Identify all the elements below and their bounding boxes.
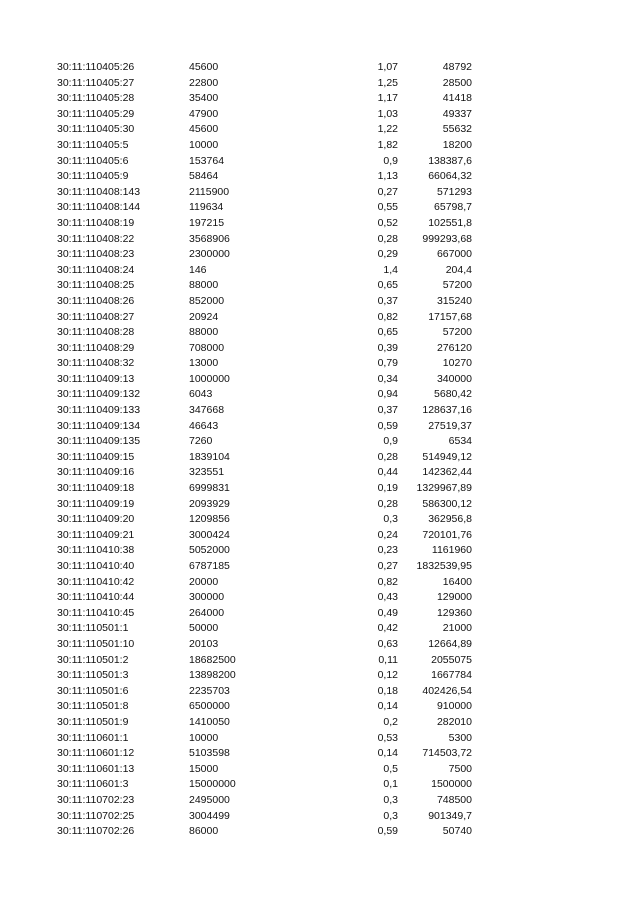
amount-cell: 264000 bbox=[189, 606, 225, 619]
cadastral-number-cell: 30:11:110409:134 bbox=[57, 419, 141, 432]
cadastral-number-cell: 30:11:110409:18 bbox=[57, 482, 135, 495]
amount-cell: 13898200 bbox=[189, 669, 236, 682]
cadastral-number-cell: 30:11:110408:23 bbox=[57, 248, 135, 261]
cadastral-number-cell: 30:11:110405:9 bbox=[57, 170, 129, 183]
table-row bbox=[0, 169, 640, 185]
result-cell: 1500000 bbox=[431, 778, 472, 791]
table-row bbox=[0, 434, 640, 450]
table-row bbox=[0, 746, 640, 762]
table-row bbox=[0, 559, 640, 575]
amount-cell: 708000 bbox=[189, 341, 225, 354]
table-row bbox=[0, 481, 640, 497]
rate-cell: 1,82 bbox=[377, 138, 398, 151]
rate-cell: 0,42 bbox=[377, 622, 398, 635]
table-row bbox=[0, 294, 640, 310]
amount-cell: 3004499 bbox=[189, 809, 230, 822]
result-cell: 276120 bbox=[436, 341, 472, 354]
rate-cell: 0,37 bbox=[377, 294, 398, 307]
result-cell: 204,4 bbox=[445, 263, 472, 276]
amount-cell: 20924 bbox=[189, 310, 219, 323]
cadastral-number-cell: 30:11:110601:13 bbox=[57, 762, 135, 775]
rate-cell: 0,29 bbox=[377, 248, 398, 261]
result-cell: 138387,6 bbox=[428, 154, 472, 167]
table-row bbox=[0, 590, 640, 606]
cadastral-number-cell: 30:11:110410:45 bbox=[57, 606, 135, 619]
table-row bbox=[0, 684, 640, 700]
table-row bbox=[0, 575, 640, 591]
cadastral-number-cell: 30:11:110409:20 bbox=[57, 513, 135, 526]
result-cell: 6534 bbox=[448, 435, 472, 448]
table-row bbox=[0, 450, 640, 466]
rate-cell: 0,37 bbox=[377, 404, 398, 417]
result-cell: 910000 bbox=[436, 700, 472, 713]
result-cell: 128637,16 bbox=[422, 404, 472, 417]
amount-cell: 47900 bbox=[189, 107, 219, 120]
cadastral-number-cell: 30:11:110408:143 bbox=[57, 185, 141, 198]
table-row bbox=[0, 621, 640, 637]
rate-cell: 0,82 bbox=[377, 310, 398, 323]
result-cell: 720101,76 bbox=[422, 528, 472, 541]
table-row bbox=[0, 512, 640, 528]
result-cell: 27519,37 bbox=[428, 419, 472, 432]
amount-cell: 22800 bbox=[189, 76, 219, 89]
rate-cell: 0,49 bbox=[377, 606, 398, 619]
rate-cell: 0,94 bbox=[377, 388, 398, 401]
table-row bbox=[0, 91, 640, 107]
rate-cell: 1,03 bbox=[377, 107, 398, 120]
amount-cell: 852000 bbox=[189, 294, 225, 307]
amount-cell: 5052000 bbox=[189, 544, 230, 557]
result-cell: 748500 bbox=[436, 793, 472, 806]
result-cell: 102551,8 bbox=[428, 216, 472, 229]
result-cell: 7500 bbox=[448, 762, 472, 775]
cadastral-number-cell: 30:11:110408:22 bbox=[57, 232, 135, 245]
cadastral-number-cell: 30:11:110501:1 bbox=[57, 622, 129, 635]
rate-cell: 1,07 bbox=[377, 61, 398, 73]
rate-cell: 0,11 bbox=[378, 653, 398, 666]
cadastral-number-cell: 30:11:110408:26 bbox=[57, 294, 135, 307]
rate-cell: 0,3 bbox=[383, 513, 398, 526]
result-cell: 57200 bbox=[442, 279, 472, 292]
rate-cell: 1,4 bbox=[383, 263, 398, 276]
result-cell: 55632 bbox=[442, 123, 472, 136]
result-cell: 667000 bbox=[436, 248, 472, 261]
amount-cell: 197215 bbox=[189, 216, 225, 229]
amount-cell: 6999831 bbox=[189, 482, 230, 495]
table-row bbox=[0, 699, 640, 715]
result-cell: 129360 bbox=[436, 606, 472, 619]
cadastral-number-cell: 30:11:110501:8 bbox=[57, 700, 129, 713]
cadastral-number-cell: 30:11:110408:19 bbox=[57, 216, 135, 229]
amount-cell: 2235703 bbox=[189, 684, 230, 697]
result-cell: 282010 bbox=[436, 715, 472, 728]
result-cell: 5680,42 bbox=[434, 388, 472, 401]
cadastral-number-cell: 30:11:110409:15 bbox=[57, 450, 135, 463]
amount-cell: 45600 bbox=[189, 61, 219, 73]
rate-cell: 0,3 bbox=[383, 809, 398, 822]
rate-cell: 0,12 bbox=[377, 669, 398, 682]
table-row bbox=[0, 356, 640, 372]
cadastral-number-cell: 30:11:110408:29 bbox=[57, 341, 135, 354]
amount-cell: 20103 bbox=[189, 637, 219, 650]
amount-cell: 15000 bbox=[189, 762, 219, 775]
table-row bbox=[0, 200, 640, 216]
amount-cell: 46643 bbox=[189, 419, 219, 432]
table-row bbox=[0, 465, 640, 481]
rate-cell: 0,24 bbox=[377, 528, 398, 541]
amount-cell: 119634 bbox=[189, 201, 224, 214]
amount-cell: 6043 bbox=[189, 388, 213, 401]
rate-cell: 0,19 bbox=[377, 482, 398, 495]
table-row bbox=[0, 715, 640, 731]
amount-cell: 347668 bbox=[189, 404, 225, 417]
result-cell: 18200 bbox=[442, 138, 472, 151]
result-cell: 65798,7 bbox=[434, 201, 472, 214]
rate-cell: 0,53 bbox=[377, 731, 398, 744]
cadastral-number-cell: 30:11:110405:6 bbox=[57, 154, 129, 167]
result-cell: 362956,8 bbox=[428, 513, 472, 526]
table-row bbox=[0, 528, 640, 544]
cadastral-number-cell: 30:11:110601:3 bbox=[57, 778, 129, 791]
cadastral-number-cell: 30:11:110702:26 bbox=[57, 825, 135, 838]
cadastral-number-cell: 30:11:110410:42 bbox=[57, 575, 135, 588]
table-row bbox=[0, 325, 640, 341]
amount-cell: 1209856 bbox=[189, 513, 230, 526]
rate-cell: 0,14 bbox=[377, 747, 398, 760]
table-row bbox=[0, 138, 640, 154]
result-cell: 340000 bbox=[436, 372, 472, 385]
rate-cell: 0,1 bbox=[383, 778, 398, 791]
rate-cell: 0,18 bbox=[377, 684, 398, 697]
amount-cell: 35400 bbox=[189, 92, 219, 105]
amount-cell: 7260 bbox=[189, 435, 213, 448]
result-cell: 12664,89 bbox=[428, 637, 472, 650]
table-row bbox=[0, 341, 640, 357]
amount-cell: 10000 bbox=[189, 731, 219, 744]
result-cell: 48792 bbox=[442, 61, 472, 73]
table-row bbox=[0, 122, 640, 138]
table-row bbox=[0, 154, 640, 170]
result-cell: 129000 bbox=[436, 591, 472, 604]
amount-cell: 88000 bbox=[189, 326, 219, 339]
cadastral-number-cell: 30:11:110410:40 bbox=[57, 560, 135, 572]
cadastral-number-cell: 30:11:110408:24 bbox=[57, 263, 135, 276]
table-row bbox=[0, 403, 640, 419]
table-row bbox=[0, 247, 640, 263]
cadastral-number-cell: 30:11:110405:26 bbox=[57, 61, 135, 73]
result-cell: 1667784 bbox=[431, 669, 472, 682]
table-row bbox=[0, 185, 640, 201]
rate-cell: 1,22 bbox=[377, 123, 398, 136]
result-cell: 28500 bbox=[442, 76, 472, 89]
data-table bbox=[0, 60, 640, 840]
result-cell: 41418 bbox=[442, 92, 472, 105]
result-cell: 16400 bbox=[442, 575, 472, 588]
rate-cell: 0,82 bbox=[377, 575, 398, 588]
table-row bbox=[0, 543, 640, 559]
cadastral-number-cell: 30:11:110405:28 bbox=[57, 92, 135, 105]
cadastral-number-cell: 30:11:110405:27 bbox=[57, 76, 135, 89]
result-cell: 2055075 bbox=[431, 653, 472, 666]
rate-cell: 0,44 bbox=[377, 466, 398, 479]
amount-cell: 86000 bbox=[189, 825, 219, 838]
amount-cell: 2300000 bbox=[189, 248, 230, 261]
result-cell: 586300,12 bbox=[422, 497, 472, 510]
table-row bbox=[0, 107, 640, 123]
result-cell: 315240 bbox=[436, 294, 472, 307]
table-row bbox=[0, 762, 640, 778]
cadastral-number-cell: 30:11:110601:12 bbox=[57, 747, 135, 760]
amount-cell: 88000 bbox=[189, 279, 219, 292]
cadastral-number-cell: 30:11:110409:16 bbox=[57, 466, 135, 479]
rate-cell: 0,65 bbox=[377, 326, 398, 339]
cadastral-number-cell: 30:11:110410:44 bbox=[57, 591, 135, 604]
table-row bbox=[0, 497, 640, 513]
table-row bbox=[0, 263, 640, 279]
cadastral-number-cell: 30:11:110409:13 bbox=[57, 372, 135, 385]
cadastral-number-cell: 30:11:110410:38 bbox=[57, 544, 135, 557]
table-row bbox=[0, 387, 640, 403]
rate-cell: 0,39 bbox=[377, 341, 398, 354]
rate-cell: 0,14 bbox=[377, 700, 398, 713]
result-cell: 1329967,89 bbox=[416, 482, 472, 495]
rate-cell: 0,59 bbox=[377, 825, 398, 838]
rate-cell: 0,23 bbox=[377, 544, 398, 557]
cadastral-number-cell: 30:11:110501:10 bbox=[57, 637, 135, 650]
amount-cell: 2093929 bbox=[189, 497, 230, 510]
table-row bbox=[0, 372, 640, 388]
amount-cell: 153764 bbox=[189, 154, 225, 167]
result-cell: 142362,44 bbox=[422, 466, 472, 479]
rate-cell: 0,63 bbox=[377, 637, 398, 650]
table-row bbox=[0, 653, 640, 669]
table-row bbox=[0, 216, 640, 232]
amount-cell: 2495000 bbox=[189, 793, 230, 806]
cadastral-number-cell: 30:11:110409:19 bbox=[57, 497, 135, 510]
cadastral-number-cell: 30:11:110702:23 bbox=[57, 793, 135, 806]
rate-cell: 0,79 bbox=[377, 357, 398, 370]
cadastral-number-cell: 30:11:110501:6 bbox=[57, 684, 129, 697]
result-cell: 66064,32 bbox=[428, 170, 472, 183]
cadastral-number-cell: 30:11:110501:2 bbox=[57, 653, 129, 666]
amount-cell: 1000000 bbox=[189, 372, 230, 385]
rate-cell: 0,2 bbox=[383, 715, 398, 728]
result-cell: 49337 bbox=[442, 107, 472, 120]
cadastral-number-cell: 30:11:110501:9 bbox=[57, 715, 129, 728]
amount-cell: 10000 bbox=[189, 138, 219, 151]
rate-cell: 0,28 bbox=[377, 450, 398, 463]
cadastral-number-cell: 30:11:110405:30 bbox=[57, 123, 135, 136]
amount-cell: 323551 bbox=[189, 466, 225, 479]
table-row bbox=[0, 60, 640, 76]
cadastral-number-cell: 30:11:110408:32 bbox=[57, 357, 135, 370]
rate-cell: 0,3 bbox=[383, 793, 398, 806]
table-row bbox=[0, 824, 640, 840]
table-row bbox=[0, 668, 640, 684]
result-cell: 1161960 bbox=[431, 544, 472, 557]
result-cell: 57200 bbox=[442, 326, 472, 339]
rate-cell: 0,59 bbox=[377, 419, 398, 432]
amount-cell: 45600 bbox=[189, 123, 219, 136]
rate-cell: 0,28 bbox=[377, 497, 398, 510]
rate-cell: 0,43 bbox=[377, 591, 398, 604]
table-row bbox=[0, 232, 640, 248]
result-cell: 10270 bbox=[442, 357, 472, 370]
cadastral-number-cell: 30:11:110408:144 bbox=[57, 201, 141, 214]
cadastral-number-cell: 30:11:110409:135 bbox=[57, 435, 141, 448]
cadastral-number-cell: 30:11:110408:28 bbox=[57, 326, 135, 339]
table-row bbox=[0, 278, 640, 294]
table-row bbox=[0, 606, 640, 622]
cadastral-number-cell: 30:11:110408:27 bbox=[57, 310, 135, 323]
amount-cell: 300000 bbox=[189, 591, 225, 604]
amount-cell: 13000 bbox=[189, 357, 219, 370]
amount-cell: 3568906 bbox=[189, 232, 230, 245]
amount-cell: 1839104 bbox=[189, 450, 230, 463]
rate-cell: 0,65 bbox=[377, 279, 398, 292]
amount-cell: 15000000 bbox=[189, 778, 236, 791]
result-cell: 514949,12 bbox=[422, 450, 472, 463]
table-row bbox=[0, 419, 640, 435]
rate-cell: 0,52 bbox=[377, 216, 398, 229]
amount-cell: 3000424 bbox=[189, 528, 230, 541]
rate-cell: 0,5 bbox=[383, 762, 398, 775]
cadastral-number-cell: 30:11:110501:3 bbox=[57, 669, 129, 682]
table-row bbox=[0, 76, 640, 92]
cadastral-number-cell: 30:11:110702:25 bbox=[57, 809, 135, 822]
amount-cell: 6500000 bbox=[189, 700, 230, 713]
rate-cell: 0,55 bbox=[377, 201, 398, 214]
cadastral-number-cell: 30:11:110405:5 bbox=[57, 138, 129, 151]
result-cell: 1832539,95 bbox=[416, 560, 472, 572]
cadastral-number-cell: 30:11:110601:1 bbox=[57, 731, 129, 744]
amount-cell: 58464 bbox=[189, 170, 219, 183]
table-row bbox=[0, 731, 640, 747]
table-row bbox=[0, 809, 640, 825]
result-cell: 901349,7 bbox=[428, 809, 472, 822]
cadastral-number-cell: 30:11:110408:25 bbox=[57, 279, 135, 292]
amount-cell: 1410050 bbox=[189, 715, 230, 728]
table-row bbox=[0, 793, 640, 809]
table-row bbox=[0, 310, 640, 326]
table-row bbox=[0, 777, 640, 793]
result-cell: 17157,68 bbox=[428, 310, 472, 323]
result-cell: 402426,54 bbox=[422, 684, 472, 697]
result-cell: 21000 bbox=[442, 622, 472, 635]
result-cell: 5300 bbox=[448, 731, 472, 744]
result-cell: 571293 bbox=[436, 185, 472, 198]
amount-cell: 146 bbox=[189, 263, 207, 276]
rate-cell: 0,27 bbox=[377, 560, 398, 572]
amount-cell: 18682500 bbox=[189, 653, 236, 666]
amount-cell: 50000 bbox=[189, 622, 219, 635]
result-cell: 714503,72 bbox=[422, 747, 472, 760]
rate-cell: 0,34 bbox=[377, 372, 398, 385]
cadastral-number-cell: 30:11:110409:21 bbox=[57, 528, 135, 541]
table-row bbox=[0, 637, 640, 653]
rate-cell: 0,9 bbox=[383, 154, 398, 167]
cadastral-number-cell: 30:11:110409:132 bbox=[57, 388, 141, 401]
rate-cell: 1,13 bbox=[377, 170, 398, 183]
amount-cell: 2115900 bbox=[189, 185, 230, 198]
cadastral-number-cell: 30:11:110405:29 bbox=[57, 107, 135, 120]
amount-cell: 20000 bbox=[189, 575, 219, 588]
rate-cell: 0,9 bbox=[383, 435, 398, 448]
amount-cell: 5103598 bbox=[189, 747, 230, 760]
amount-cell: 6787185 bbox=[189, 560, 230, 572]
cadastral-number-cell: 30:11:110409:133 bbox=[57, 404, 141, 417]
rate-cell: 0,27 bbox=[377, 185, 398, 198]
rate-cell: 0,28 bbox=[377, 232, 398, 245]
rate-cell: 1,17 bbox=[377, 92, 398, 105]
result-cell: 999293,68 bbox=[422, 232, 472, 245]
result-cell: 50740 bbox=[442, 825, 472, 838]
rate-cell: 1,25 bbox=[377, 76, 398, 89]
